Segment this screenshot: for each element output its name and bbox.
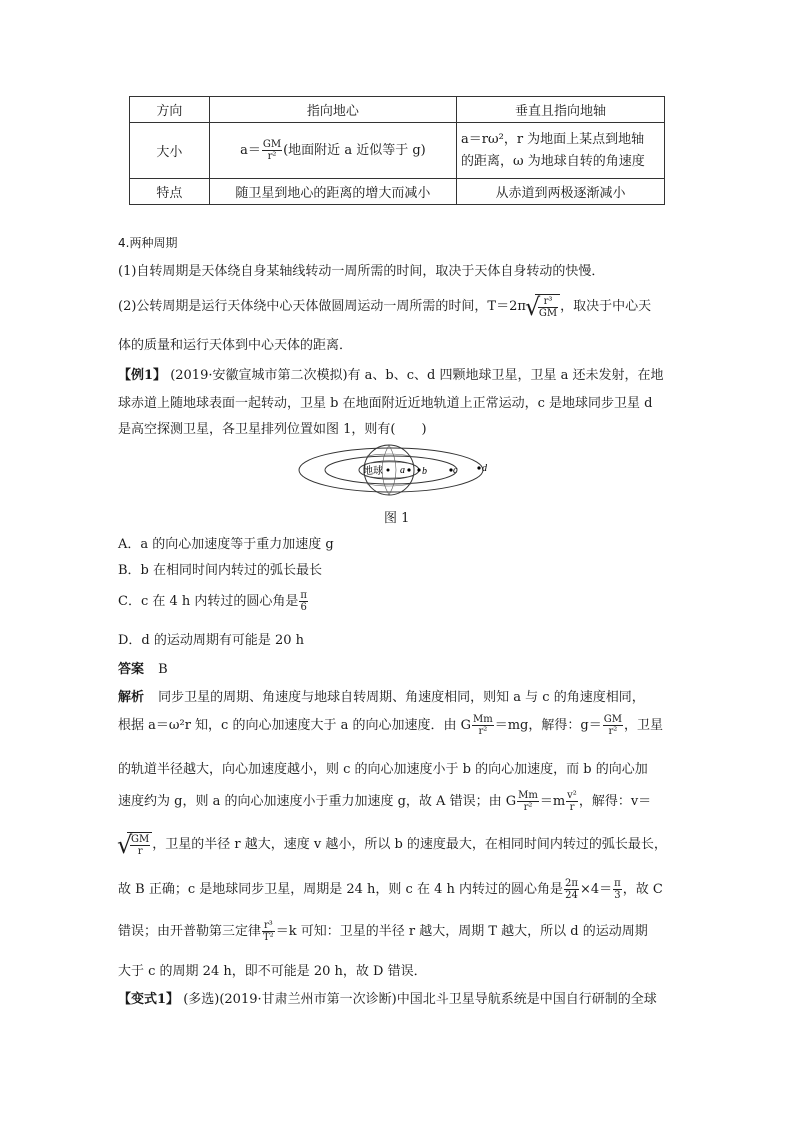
option-d: D．d 的运动周期有可能是 20 h [118, 633, 305, 648]
answer-line [118, 658, 168, 677]
table-cell: 特点 [130, 179, 210, 205]
analysis-label: 解析 [118, 690, 145, 705]
analysis-line: 的轨道半径越大，向心加速度越小，则 c 的向心加速度小于 b 的向心加速度，而 b 的向心加 [118, 762, 648, 777]
analysis-line: 错误；由开普勒第三定律 $\frac{\text{r³}}{\text{T²}}$ ＝k 可知：卫星的半径 r 越大，周期 T 越大，所以 d 的运动周期 [118, 920, 648, 943]
earth-center-dot [387, 469, 390, 472]
analysis-line: 大于 c 的周期 24 h，即不可能是 20 h，故 D 错误． [118, 964, 427, 979]
label-d: d [482, 463, 487, 474]
paragraph: (2)公转周期是运行天体绕中心天体做圆周运动一周所需的时间，T＝2π √ $\frac{\text{r³}}{GM}$ ，取决于中心天 [118, 294, 651, 319]
example-tag: 【例1】 [118, 368, 167, 383]
analysis-line: √ $\frac{GM}{r}$ ，卫星的半径 r 越大，速度 v 越小，所以 b 的速度最大，在相同时间内转过的弧长最长， [118, 832, 667, 857]
analysis-line: 故 B 正确；c 是地球同步卫星，周期是 24 h，则 c 在 4 h 内转过的圆心角是 $\frac{2\pi}{24}$ ×4＝ $\frac{\pi}{3}$ ，故 C [118, 878, 663, 901]
satellite-b-dot [417, 468, 420, 471]
table-cell: 指向地心 [209, 97, 456, 123]
table-row [130, 179, 665, 205]
variant-tag: 【变式1】 [118, 992, 180, 1007]
table-cell: 随卫星到地心的距离的增大而减小 [209, 179, 456, 205]
table-cell: 从赤道到两极逐渐减小 [457, 179, 665, 205]
table-cell: a＝ $\frac{GM}{\text{r²}}$ (地面附近 a 近似等于 g) [209, 123, 456, 179]
paragraph: 体的质量和运行天体到中心天体的距离． [118, 338, 353, 353]
example-line: 【例1】 (2019·安徽宣城市第二次模拟)有 a、b、c、d 四颗地球卫星，卫星 a 还未发射，在地 [118, 368, 664, 383]
table-row [130, 123, 665, 179]
option-a: A．a 的向心加速度等于重力加速度 g [118, 537, 334, 552]
fraction: $\frac{\pi}{6}$ [300, 590, 307, 613]
answer-label: 答案 [118, 662, 145, 677]
satellite-d-dot [477, 466, 480, 469]
analysis-line: 速度约为 g，则 a 的向心加速度小于重力加速度 g，故 A 错误；由 G $\frac{Mm}{\text{r²}}$ ＝m $\frac{\text{v²}}{r}$ ，解得：v＝ [118, 790, 652, 813]
satellite-a-dot [407, 468, 410, 471]
orbit-diagram [295, 442, 495, 498]
section-title: 4.两种周期 [118, 236, 178, 250]
option-c: C．c 在 4 h 内转过的圆心角是 $\frac{\pi}{6}$ [118, 590, 307, 613]
table-header-row [130, 97, 665, 123]
label-c: c [453, 465, 458, 476]
table-cell: 大小 [130, 123, 210, 179]
label-a: a [400, 465, 405, 476]
table-cell: a＝rω²，r 为地面上某点到地轴 的距离，ω 为地球自转的角速度 [457, 123, 665, 179]
table-cell: 方向 [130, 97, 210, 123]
analysis-line: 根据 a＝ω²r 知，c 的向心加速度大于 a 的向心加速度．由 G $\frac{Mm}{\text{r²}}$ ＝mg，解得：g＝ $\frac{GM}{\text{r²}}$ ，卫星 [118, 714, 663, 737]
option-b: B．b 在相同时间内转过的弧长最长 [118, 563, 323, 578]
orbit-c [325, 456, 457, 484]
figure-caption: 图 1 [384, 511, 410, 526]
label-b: b [422, 466, 427, 477]
earth-label: 地球 [363, 466, 383, 477]
fraction: $\frac{GM}{\text{r²}}$ [262, 139, 282, 162]
sqrt-expression: √ $\frac{\text{r³}}{GM}$ [526, 294, 560, 319]
paragraph: (1)自转周期是天体绕自身某轴线转动一周所需的时间，取决于天体自身转动的快慢． [118, 264, 605, 279]
table-cell: 垂直且指向地轴 [457, 97, 665, 123]
variant-line: 【变式1】 (多选)(2019·甘肃兰州市第一次诊断)中国北斗卫星导航系统是中国自行研制的全球 [118, 992, 657, 1007]
comparison-table [129, 96, 665, 205]
answer-value: B [158, 662, 168, 677]
sqrt-expression: √ $\frac{GM}{r}$ [118, 832, 152, 857]
example-line: 是高空探测卫星，各卫星排列位置如图 1，则有( ) [118, 422, 427, 437]
analysis-line: 解析 同步卫星的周期、角速度与地球自转周期、角速度相同，则知 a 与 c 的角速度相同， [118, 690, 645, 705]
example-line: 球赤道上随地球表面一起转动，卫星 b 在地面附近近地轨道上正常运动，c 是地球同步卫星 d [118, 396, 653, 411]
